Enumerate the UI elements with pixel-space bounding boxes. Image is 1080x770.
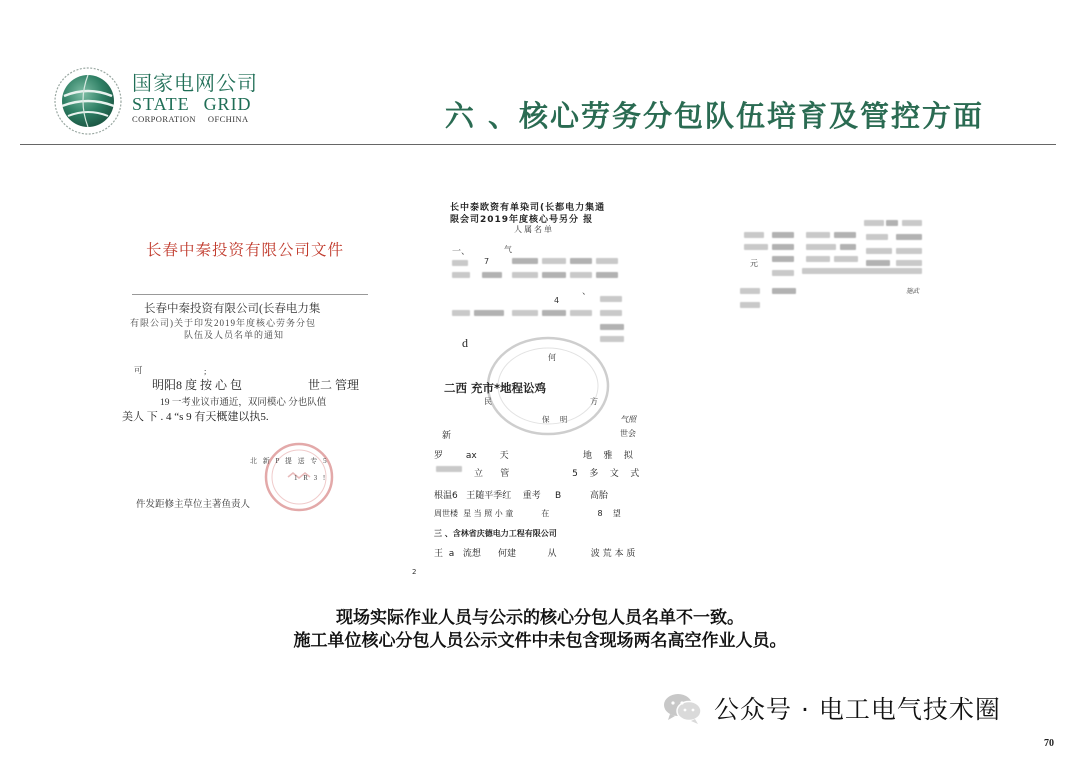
redacted-cell	[570, 258, 592, 264]
redacted-cell	[866, 260, 890, 266]
roster-row: 王 a 流想 何建 从 波 荒 本 质	[434, 549, 636, 559]
redacted-cell	[772, 256, 794, 262]
document-left-notice	[112, 216, 382, 526]
doc-left-text: 可	[134, 365, 143, 375]
doc-middle-text: 4	[554, 296, 560, 305]
redacted-cell	[452, 310, 470, 316]
doc-middle-text: 民	[484, 397, 492, 406]
redacted-cell	[886, 220, 898, 226]
doc-middle-section-3: 三 、含林省庆德电力工程有限公司	[434, 529, 557, 538]
doc-middle-section-2: 二西 充市*地程讼鸡	[444, 381, 547, 395]
doc-middle-text: 7	[484, 257, 490, 266]
roster-row: 立 管 5 多 文 式	[434, 469, 640, 479]
doc-left-title-line: 队伍及人员名单的通知	[184, 330, 285, 340]
page-title: 六 、核心劳务分包队伍培育及管控方面	[444, 99, 984, 133]
redacted-cell	[600, 324, 624, 330]
redacted-cell	[772, 244, 794, 250]
redacted-cell	[896, 260, 922, 266]
caption-line-2: 施工单位核心分包人员公示文件中未包含现场两名高空作业人员。	[293, 631, 787, 651]
redacted-cell	[596, 258, 618, 264]
document-middle-roster	[412, 194, 668, 586]
state-grid-globe-icon	[52, 66, 124, 136]
doc-middle-text: 、	[582, 287, 592, 297]
doc-left-text: 明阳8 度 按 心 包	[152, 378, 243, 392]
redacted-cell	[772, 232, 794, 238]
redacted-cell	[840, 244, 856, 250]
doc-middle-subheading: 人属名单	[514, 225, 554, 234]
redacted-cell	[570, 272, 592, 278]
redacted-cell	[802, 268, 922, 274]
redacted-cell	[866, 234, 888, 240]
logo-english-subname: CORPORATION OFCHINA	[132, 114, 249, 124]
doc-middle-text: 气	[504, 245, 512, 254]
doc-left-stamp-text: 北 新 P 提 送 专 5	[250, 457, 329, 465]
redacted-cell	[744, 232, 764, 238]
roster-row: 罗 ax 天 地 雅 拟	[434, 451, 633, 461]
doc-middle-text: d	[462, 336, 468, 350]
doc-left-title-line: 长春中秦投资有限公司(长春电力集	[144, 303, 321, 315]
redacted-cell	[864, 220, 884, 226]
redacted-cell	[474, 310, 504, 316]
doc-left-text: 世二 管理	[308, 378, 360, 392]
roster-row: 周世楼 星 当 照 小 童 在 8 望	[434, 509, 621, 518]
doc-middle-text: 世会	[620, 429, 636, 438]
doc-middle-text: 方	[590, 397, 598, 406]
doc-left-text: ;	[204, 366, 207, 376]
redacted-cell	[772, 270, 794, 276]
wechat-watermark	[662, 690, 1001, 726]
doc-middle-page-number: 2	[412, 568, 417, 576]
redacted-cell	[452, 260, 468, 266]
doc-right-text: 元	[750, 259, 758, 268]
redacted-cell	[570, 310, 592, 316]
doc-middle-text: 气照	[620, 415, 636, 424]
redacted-cell	[772, 288, 796, 294]
redacted-cell	[600, 296, 622, 302]
doc-left-signature: 件发距修主草位主著鱼责人	[136, 500, 251, 510]
redacted-cell	[512, 310, 538, 316]
redacted-cell	[740, 302, 760, 308]
state-grid-logo	[52, 66, 282, 136]
redacted-cell	[542, 310, 566, 316]
header-divider	[20, 144, 1056, 145]
doc-right-text: 施武	[906, 287, 919, 295]
redacted-cell	[740, 288, 760, 294]
redacted-cell	[542, 272, 566, 278]
doc-left-title-line: 有限公司)关于印发2019年度核心劳务分包	[130, 318, 316, 328]
redacted-cell	[866, 248, 892, 254]
doc-middle-text: 何	[548, 353, 556, 362]
doc-middle-text: 保 明	[542, 415, 572, 424]
logo-chinese-name: 国家电网公司	[132, 71, 258, 95]
redacted-cell	[512, 258, 538, 264]
doc-middle-text: 新	[442, 431, 452, 441]
redacted-cell	[512, 272, 538, 278]
redacted-cell	[452, 272, 470, 278]
doc-left-divider	[132, 294, 368, 295]
watermark-text: 公众号 · 电工电气技术圈	[714, 695, 1001, 724]
redacted-cell	[896, 234, 922, 240]
doc-left-heading: 长春中秦投资有限公司文件	[146, 242, 345, 259]
redacted-cell	[482, 272, 502, 278]
redacted-cell	[744, 244, 768, 250]
roster-row: 根温6 王随平季红 重考 B 高胎	[434, 491, 608, 501]
doc-middle-section-1: 一、	[452, 247, 471, 257]
redacted-cell	[834, 232, 856, 238]
document-right-table	[736, 212, 928, 312]
wechat-icon	[662, 691, 704, 725]
doc-middle-heading: 长中泰欧资有单染司(长都电力集通	[450, 203, 606, 213]
doc-left-text: 美人 下 . 4 “s 9 有天概建以执5.	[122, 411, 269, 423]
redacted-cell	[542, 258, 566, 264]
redacted-cell	[806, 244, 836, 250]
doc-middle-heading: 限会司2019年度核心号另分 报	[450, 215, 594, 225]
redacted-cell	[596, 272, 618, 278]
redacted-cell	[600, 310, 622, 316]
logo-wordmark	[132, 72, 258, 124]
redacted-cell	[806, 256, 830, 262]
page-number: 70	[1044, 738, 1054, 749]
redacted-cell	[834, 256, 858, 262]
redacted-cell	[902, 220, 922, 226]
doc-left-text: 19 一考业议市通近，双同模心 分也队值	[160, 398, 327, 408]
doc-left-date: 1 R 3 !	[294, 474, 328, 482]
logo-english-name: STATE GRID	[132, 94, 252, 114]
redacted-cell	[806, 232, 830, 238]
redacted-cell	[896, 248, 922, 254]
caption-line-1: 现场实际作业人员与公示的核心分包人员名单不一致。	[336, 608, 744, 628]
